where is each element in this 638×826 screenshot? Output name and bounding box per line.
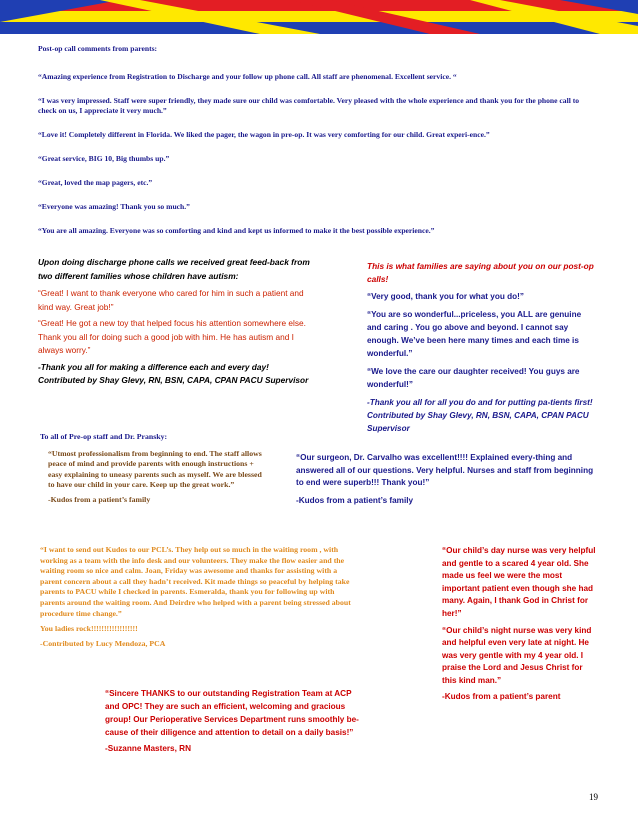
pre-op-staff-quote: “Utmost professionalism from beginning to end. The staff allows peace of mind and provide parents with enough instructions + easy explaining to uneasy parents such as myself. We are blessed to have our child in your care. Keep up the great work.” xyxy=(48,449,262,489)
band-top-blue xyxy=(0,22,638,34)
pre-op-staff-credit: -Kudos from a patient’s family xyxy=(48,495,151,505)
family-quote: “Very good, thank you for what you do!” xyxy=(367,292,524,301)
autism-feedback-lead: Upon doing discharge phone calls we received great feed-back from two different families whose children have autism: xyxy=(38,257,310,281)
nurse-quote: “Our child’s day nurse was very helpful and gentle to a scared 4 year old. She made us feel we were the most important patient even though she had many. Again, I thank God in Christ for her!” xyxy=(442,546,596,618)
autism-quote: “Great! He got a new toy that helped focus his attention somewhere else. Thank you all for doing such a good job with him. He has autism and I always worry.” xyxy=(38,318,306,355)
family-quote: “You are so wonderful...priceless, you ALL are genuine and caring . You go above and beyond. I cannot say enough. We’ve been here many times and each time is wonderful.” xyxy=(367,310,582,358)
post-op-families-box xyxy=(367,260,597,435)
registration-credit: -Suzanne Masters, RN xyxy=(105,744,191,753)
post-op-families-credit: -Thank you all for all you do and for putting pa-tients first! Contributed by Shay Glevy, RN, BSN, CAPA, CPAN PACU Supervisor xyxy=(367,398,593,433)
nurse-kudos-credit: -Kudos from a patient’s parent xyxy=(442,691,561,701)
comment-item: “I was very impressed. Staff were super friendly, they made sure our child was comfortable. Very pleased with the whole experience and thank you for the phone call to check on us, I appreciate it very much.” xyxy=(38,96,580,115)
post-op-comments-section xyxy=(38,44,598,250)
surgeon-kudos-box xyxy=(296,452,596,505)
pcl-kudos-box xyxy=(40,545,358,648)
comment-item: “Great service, BIG 10, Big thumbs up.” xyxy=(38,154,170,163)
post-op-families-lead: This is what families are saying about you on our post-op calls! xyxy=(367,261,594,284)
registration-quote: “Sincere THANKS to our outstanding Registration Team at ACP and OPC! They are such an efficient, welcoming and gracious group! Our Perioperative Services Department runs smoothly be-cause of their diligence and attention to detail on a daily basis!” xyxy=(105,689,359,737)
pre-op-staff-box xyxy=(40,432,262,504)
page-number: 19 xyxy=(589,792,598,802)
family-quote: “We love the care our daughter received! You guys are wonderful!” xyxy=(367,367,580,389)
comment-item: “You are all amazing. Everyone was so comforting and kind and kept us informed to make it the best possible experience.” xyxy=(38,226,435,235)
pcl-shout: You ladies rock!!!!!!!!!!!!!!!!!! xyxy=(40,624,138,634)
autism-quote: “Great! I want to thank everyone who cared for him in such a patient and kind way. Great job!” xyxy=(38,288,304,312)
pcl-kudos-credit: -Contributed by Lucy Mendoza, PCA xyxy=(40,639,166,649)
post-op-comments-heading: Post-op call comments from parents: xyxy=(38,44,158,53)
comment-item: “Everyone was amazing! Thank you so much.” xyxy=(38,202,190,211)
comment-item: “Amazing experience from Registration to Discharge and your follow up phone call. All staff are phenomenal. Excellent service. “ xyxy=(38,72,457,81)
surgeon-kudos-credit: -Kudos from a patient’s family xyxy=(296,495,414,505)
autism-feedback-box xyxy=(38,256,316,388)
pre-op-staff-heading: To all of Pre-op staff and Dr. Pransky: xyxy=(40,432,168,441)
decorative-header-band xyxy=(0,0,638,34)
nurse-quote: “Our child’s night nurse was very kind and helpful even very late at night. He was very gentle with my 4 year old. I praise the Lord and Jesus Christ for this kind man.” xyxy=(442,625,592,685)
comment-item: “Great, loved the map pagers, etc.” xyxy=(38,178,153,187)
pcl-quote: “I want to send out Kudos to our PCL’s. They help out so much in the waiting room , with working as a team with the info desk and our volunteers. They make the flow easier and the waiting room so nice and calm. Joan, Friday was awesome and thanks for assisting with a parent concern about a call they hadn’t received. Kit made things so peaceful by helping take parents to PACU while I checked in parents. Esmeralda, thank you for following up with parents around the waiting room. And Deirdre who helped with a parent being stressed about procedure time change.” xyxy=(40,545,351,618)
autism-feedback-credit: -Thank you all for making a difference each and every day! Contributed by Shay Glevy, RN, BSN, CAPA, CPAN PACU Supervisor xyxy=(38,361,309,385)
surgeon-quote: “Our surgeon, Dr. Carvalho was excellent!!!! Explained every-thing and answered all of our questions. Very helpful. Nurses and staff from beginning to end were superb!!! Thank you!” xyxy=(296,453,594,487)
nurse-kudos-box xyxy=(442,545,598,701)
comment-item: “Love it! Completely different in Florida. We liked the pager, the wagon in pre-op. It was very comforting for our child. Great experi-ence.” xyxy=(38,130,490,139)
registration-team-box xyxy=(105,687,367,753)
